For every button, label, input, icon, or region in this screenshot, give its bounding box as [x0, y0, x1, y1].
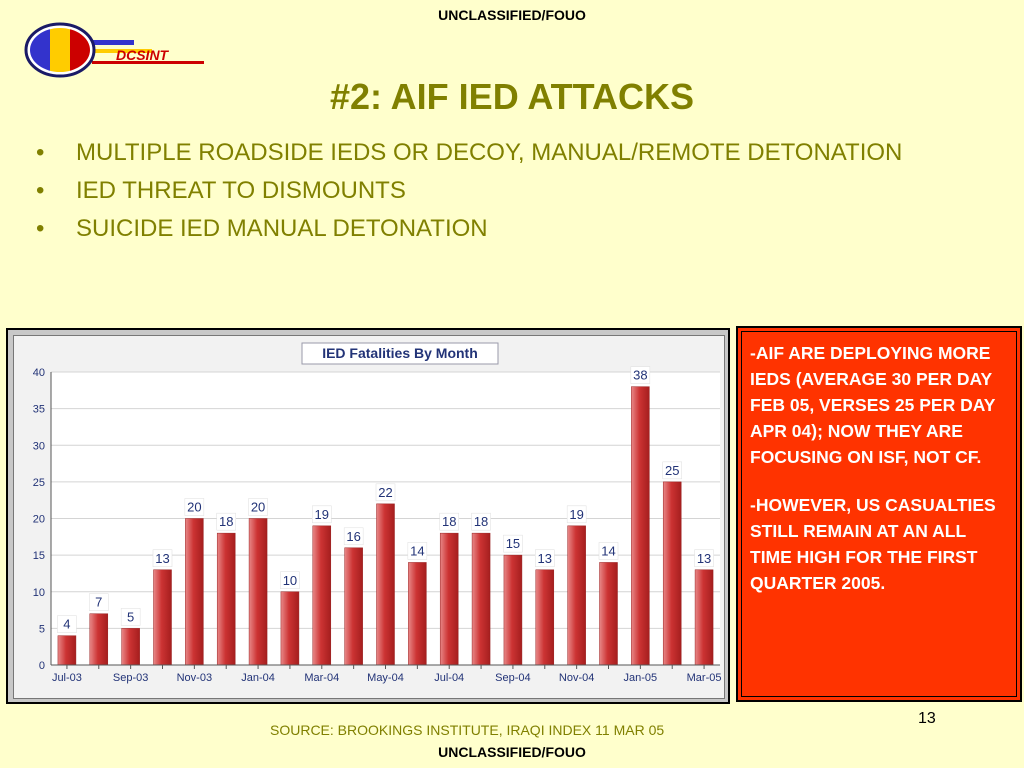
bullet-icon: •: [36, 177, 45, 204]
classification-top: UNCLASSIFIED/FOUO: [438, 7, 586, 23]
data-label: 22: [378, 484, 393, 500]
bar: [313, 526, 331, 665]
data-label: 19: [569, 506, 584, 522]
bar: [217, 533, 235, 665]
logo-text: DCSINT: [116, 47, 169, 63]
x-tick-label: Mar-05: [686, 672, 722, 684]
chart-panel: [13, 335, 725, 699]
data-label: 13: [696, 550, 712, 566]
bullet-text: IED THREAT TO DISMOUNTS: [76, 177, 406, 204]
data-label: 18: [218, 514, 234, 530]
bar: [281, 592, 299, 665]
data-label: 4: [63, 616, 71, 632]
data-label: 18: [473, 514, 489, 530]
bar: [408, 562, 426, 665]
bar: [58, 636, 76, 665]
bullet-list: [32, 137, 912, 251]
data-label: 13: [537, 550, 553, 566]
data-label: 10: [282, 572, 298, 588]
data-label: 14: [601, 543, 616, 559]
callout-paragraph-2: -HOWEVER, US CASUALTIES STILL REMAIN AT AN ALL TIME HIGH FOR THE FIRST QUARTER 2005.: [750, 495, 996, 593]
y-tick-label: 40: [32, 367, 45, 379]
callout-content: [741, 331, 1017, 697]
bullet-item: [32, 175, 912, 207]
data-label: 38: [633, 367, 648, 383]
bullet-text: SUICIDE IED MANUAL DETONATION: [76, 215, 488, 242]
bar: [695, 570, 713, 665]
bar: [504, 555, 522, 665]
bar: [345, 548, 363, 665]
y-tick-label: 35: [32, 403, 45, 416]
callout-paragraph-1: -AIF ARE DEPLOYING MORE IEDS (AVERAGE 30 PER DAY FEB 05, VERSES 25 PER DAY APR 04); NOW THEY ARE FOCUSING ON ISF, NOT CF.: [750, 343, 996, 467]
bullet-text: MULTIPLE ROADSIDE IEDS OR DECOY, MANUAL/REMOTE DETONATION: [76, 139, 903, 166]
bar: [536, 570, 554, 665]
y-tick-label: 20: [32, 513, 45, 526]
bar: [440, 533, 458, 665]
bar: [377, 504, 395, 665]
data-label: 7: [95, 594, 103, 610]
page-number: 13: [918, 710, 936, 727]
data-label: 15: [505, 536, 521, 552]
bar: [600, 562, 618, 665]
x-tick-label: Mar-04: [304, 672, 340, 684]
chart-frame: [6, 328, 730, 704]
x-tick-label: Jan-05: [623, 672, 658, 684]
bar: [472, 533, 490, 665]
y-tick-label: 10: [32, 586, 45, 599]
bar: [568, 526, 586, 665]
data-label: 20: [250, 499, 266, 515]
x-tick-label: Sep-03: [112, 672, 149, 684]
y-tick-label: 25: [32, 476, 45, 489]
data-label: 13: [155, 550, 170, 566]
y-tick-label: 0: [38, 660, 45, 672]
classification-bottom: UNCLASSIFIED/FOUO: [438, 744, 586, 760]
data-label: 5: [127, 609, 135, 625]
bar: [631, 387, 649, 665]
bar: [249, 519, 267, 666]
y-tick-label: 15: [32, 550, 45, 563]
bullet-icon: •: [36, 215, 45, 242]
x-tick-label: May-04: [367, 672, 404, 684]
x-tick-label: Jan-04: [241, 672, 275, 684]
data-label: 16: [346, 528, 361, 544]
data-label: 18: [441, 514, 457, 530]
data-label: 25: [664, 462, 680, 478]
data-label: 20: [187, 499, 202, 515]
slide-title: #2: AIF IED ATTACKS: [329, 76, 694, 117]
bar: [185, 519, 203, 666]
x-tick-label: Nov-04: [558, 672, 595, 684]
y-tick-label: 30: [32, 440, 45, 453]
bar: [663, 482, 681, 665]
bar: [122, 628, 140, 665]
bullet-icon: •: [36, 139, 45, 166]
ied-fatalities-chart: [14, 336, 724, 698]
chart-title: IED Fatalities By Month: [322, 345, 478, 361]
data-label: 19: [314, 506, 330, 522]
x-tick-label: Jul-03: [51, 672, 82, 684]
y-tick-label: 5: [38, 623, 45, 636]
bar: [154, 570, 172, 665]
x-tick-label: Jul-04: [434, 672, 465, 684]
data-label: 14: [410, 543, 425, 559]
bullet-item: [32, 137, 912, 169]
x-tick-label: Sep-04: [495, 672, 531, 684]
bullet-item: [32, 213, 912, 245]
source-citation: SOURCE: BROOKINGS INSTITUTE, IRAQI INDEX 11 MAR 05: [270, 722, 665, 738]
callout-box: [736, 326, 1022, 702]
bar: [90, 614, 108, 665]
x-tick-label: Nov-03: [176, 672, 213, 684]
